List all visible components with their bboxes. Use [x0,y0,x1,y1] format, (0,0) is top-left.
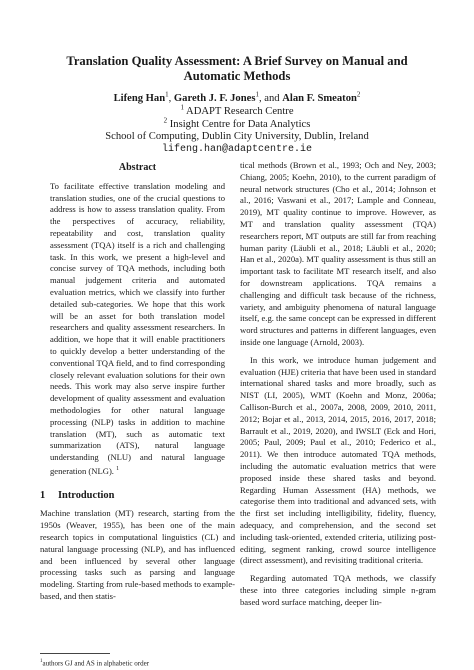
footnote-mark: 1 [40,659,43,664]
paper-title [60,54,414,84]
author-names [60,90,414,106]
affiliation [60,103,414,119]
affiliation-text: ADAPT Research Centre [186,105,294,117]
intro-paragraph: In this work, we introduce human judgement and evaluation (HJE) criteria that have been used in standard international shared tasks and more broadly, such as NIST (LI, 2005), WMT (Koehn and Monz, 2006a; Callison-Burch et al., 2007a, 2008, 2009, 2010, 2011, 2012; Bojar et al., 2013, 2014, 2015, 2016, 2017, 2018; Barrault et al., 2019, 2020), and IWSLT (Eck and Hori, 2005; Paul, 2009; Paul et al., 2010; Federico et al., 2011). We then introduce automated TQA methods, including the automatic evaluation metrics that were proposed inside these shared tasks and beyond. Regarding Human Assessment (HA) methods, we categorise them into traditional and advanced sets, with the first set including intelligibility, fidelity, fluency, adequacy, and comprehension, and the second set including task-oriented, extended criteria, utilizing post-editing, segment ranking, crowd source intelligence (direct assessment), and revisiting traditional criteria. [240,354,436,566]
author-name: Alan F. Smeaton [282,93,357,104]
paper-title-line-2: Automatic Methods [183,69,291,83]
paper-title-line-1: Translation Quality Assessment: A Brief Survey on Manual and [66,54,408,68]
affiliation-text: Insight Centre for Data Analytics [169,118,311,130]
section-heading-introduction [40,490,235,502]
intro-paragraph: tical methods (Brown et al., 1993; Och and Ney, 2003; Chiang, 2005; Koehn, 2010), to the current paradigm of neural network structures (Cho et al., 2014; Johnson et al., 2016; Vaswani et al., 2017; Lample and Conneau, 2019), MT quality continue to improve. However, as MT and translation quality assessment (TQA) researchers report, MT outputs are still far from reaching human parity (Läubli et al., 2018; Läubli et al., 2020; Han et al., 2020a). MT quality assessment is thus still an important task to facilitate MT research itself, and also for downstream applications. TQA remains a challenging and difficult task because of the richness, variety, and ambiguity phenomena of natural language itself, e.g. the same concept can be expressed in different word structures and patterns in different languages, even inside one language (Arnold, 2003). [240,160,436,347]
author-affiliation-mark: 2 [356,90,361,99]
abstract-text: To facilitate effective translation modeling and translation studies, one of the crucial questions to address is how to assess translation quality. From the perspectives of accuracy, reliability, repeatability and cost, translation quality assessment (TQA) itself is a rich and challenging task. In this work, we present a high-level and concise survey of TQA methods, including both manual judgement criteria and automated evaluation metrics, which we classify into further detailed sub-categories. We hope that this work will be an asset for both translation model researchers and quality assessment researchers. In addition, we hope that it will enable practitioners to quickly develop a better understanding of the conventional TQA field, and to find corresponding closely relevant evaluation solutions for their own needs. This work may also serve inspire further development of quality assessment and evaluation methodologies for other natural language processing (NLP) tasks in addition to machine translation (MT), such as automatic text summarization (ATS), natural language understanding (NLU) and natural language generation (NLG). [50,180,225,476]
affiliation-text: School of Computing, Dublin City University, Dublin, Ireland [105,131,369,143]
author-email: lifeng.han@adaptcentre.ie [161,144,313,156]
abstract-body [50,181,225,478]
author-separator: , [168,93,172,104]
footnote-text: authors GJ and AS in alphabetic order [42,659,150,668]
author-affiliation-mark: 1 [165,90,169,99]
affiliation [60,116,414,132]
affiliation-mark: 1 [180,103,184,112]
abstract-heading: Abstract [118,162,157,173]
author-block [60,90,414,157]
author-affiliation-mark: 1 [255,90,259,99]
intro-paragraph: Regarding automated TQA methods, we classify these into three categories including simple n-gram based word surface matching, deeper lin- [240,573,436,607]
section-title: Introduction [58,489,115,501]
footnote-mark: 1 [116,465,120,472]
affiliation-mark: 2 [163,116,168,125]
affiliation [60,131,414,144]
footnote [40,657,149,668]
author-separator: , [258,93,262,104]
author-conjunction: and [264,93,280,104]
author-name: Gareth J. F. Jones [173,93,256,104]
section-number: 1 [40,489,46,501]
intro-paragraph: Machine translation (MT) research, starting from the 1950s (Weaver, 1955), has been one of the main research topics in computational linguistics (CL) and natural language processing (NLP), and has influenced and been influenced by several other language processing tasks such as parsing and language modeling. Starting from rule-based methods to example-based, and then statis- [40,508,235,601]
author-name: Lifeng Han [113,93,166,104]
right-column [240,160,436,608]
left-column [40,162,235,603]
footnote-rule [40,653,110,654]
